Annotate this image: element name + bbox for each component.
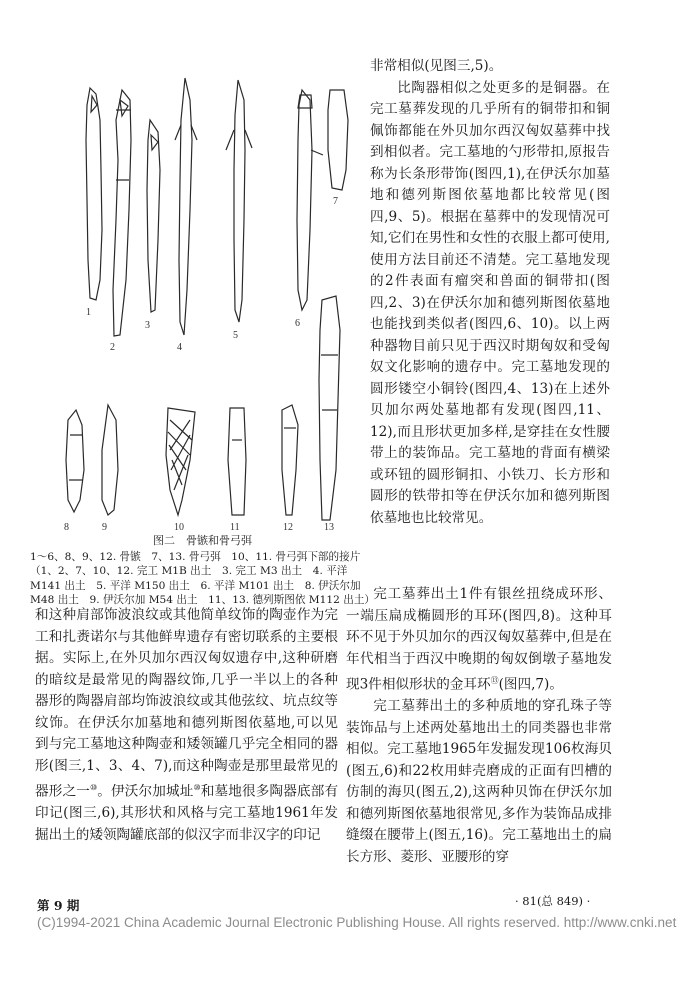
- copyright-notice: (C)1994-2021 China Academic Journal Electronic Publishing House. All rights reserved. http://www.cnki.net: [37, 915, 677, 930]
- figure-label: 3: [145, 320, 150, 331]
- paragraph-text: 完工墓葬出土1件有银丝扭绕成环形、一端压扁成椭圆形的耳环(图四,8)。这种耳环不见于外贝加尔的西汉匈奴墓葬中,但是在年代相当于西汉中晚期的匈奴倒墩子墓地发现3件相似形状的金耳环: [346, 586, 612, 693]
- right-column-bottom: [346, 584, 612, 868]
- footnote-ref: ⑬: [490, 676, 499, 685]
- paragraph-text: 和这种肩部饰波浪纹或其他简单纹饰的陶壶作为完工和扎赉诺尔与其他鲜卑遗存有密切联系的主要根据。实际上,在外贝加尔西汉匈奴遗存中,这种研磨的暗纹是最常见的陶器纹饰,几乎一半以上的各种器形的陶器肩部均饰波浪纹或其他弦纹、坑点纹等纹饰。在伊沃尔加墓地和德列斯图依墓地,可以见到与完工墓地这种陶壶和矮领罐几乎完全相同的器形(图三,1、3、4、7),而这种陶壶是那里最常见的器形之一: [35, 607, 338, 800]
- figure-label: 11: [230, 522, 240, 530]
- paragraph-text: 和墓地很多陶器底部有印记(图三,6),其形状和风格与完工墓地1961年发掘出土的矮领陶罐底部的似汉字而非汉字的印记: [35, 783, 339, 843]
- figure-label: 4: [177, 342, 182, 353]
- figure-label: 8: [64, 522, 69, 530]
- footnote-ref: ⑩: [193, 783, 201, 792]
- paragraph-text: (图四,7)。: [498, 676, 563, 693]
- figure-bone-arrowheads: [30, 60, 368, 530]
- figure-label: 10: [174, 522, 184, 530]
- figure-caption: [30, 534, 375, 608]
- figure-label: 12: [283, 522, 293, 530]
- paragraph: [346, 584, 612, 696]
- figure-label: 13: [324, 522, 334, 530]
- figure-label: 7: [333, 196, 338, 207]
- caption-title: 图二 骨镞和骨弓弭: [153, 534, 252, 547]
- figure-label: 2: [110, 342, 115, 353]
- page-number: · 81(总 849) ·: [515, 894, 591, 908]
- paragraph: [35, 605, 338, 846]
- paragraph: 比陶器相似之处更多的是铜器。在完工墓葬发现的几乎所有的铜带扣和铜佩饰都能在外贝加尔西汉匈奴墓葬中找到相似者。完工墓地的勺形带扣,原报告称为长条形带饰(图四,1),在伊沃尔加墓地和德列斯图依墓地都比较常见(图四,9、5)。根据在墓葬中的发现情况可知,它们在男性和女性的衣服上都可使用,使用方法目前还不清楚。完工墓地发现的2件表面有瘤突和兽面的铜带扣(图四,2、3)在伊沃尔加和德列斯图依墓地也能找到类似者(图四,6、10)。以上两种器物目前只见于西汉时期匈奴和受匈奴文化影响的遗存中。完工墓地发现的圆形镂空小铜铃(图四,4、13)在上述外贝加尔两处墓地都有发现(图四,11、12),而且形状更加多样,是穿挂在女性腰带上的装饰品。完工墓地的背面有横梁或环钮的圆形铜扣、小铁刀、长方形和圆形的铁带扣等在伊沃尔加和德列斯图依墓地也比较常见。: [370, 79, 610, 526]
- left-column-bottom: [35, 605, 338, 846]
- artifact-drawing: [30, 60, 368, 530]
- paragraph-text: 。伊沃尔加城址: [97, 783, 194, 800]
- figure-label: 5: [233, 330, 238, 341]
- paragraph: 非常相似(见图三,5)。: [370, 58, 503, 74]
- paragraph: 完工墓葬出土的多种质地的穿孔珠子等装饰品与上述两处墓地出土的同类器也非常相似。完工墓地1965年发掘发现106枚海贝(图五,6)和22枚用蚌壳磨成的正面有凹槽的仿制的海贝(图五,2),这两种贝饰在伊沃尔加和德列斯图依墓地很常见,多作为装饰品成排缝缀在腰带上(图五,16)。完工墓地出土的扁长方形、菱形、亚腰形的穿: [346, 698, 612, 865]
- figure-label: 6: [295, 318, 300, 329]
- figure-label: 9: [102, 522, 107, 530]
- figure-label: 1: [86, 307, 91, 318]
- issue-number: 第 9 期: [37, 898, 80, 913]
- footnote-ref: ⑩: [89, 783, 98, 792]
- caption-body: 1～6、8、9、12. 骨镞 7、13. 骨弓弭 10、11. 骨弓弭下部的接片（1、2、7、10、12. 完工 M1B 出土 3. 完工 M3 出土 4. 平洋 M141 出土 5. 平洋 M150 出土 6. 平洋 M101 出土 8. 伊沃尔加 M48 出土 9. 伊沃尔加 M54 出土 11、13. 德列斯图依 M112 出土）: [30, 550, 376, 606]
- right-column-top: [370, 56, 610, 529]
